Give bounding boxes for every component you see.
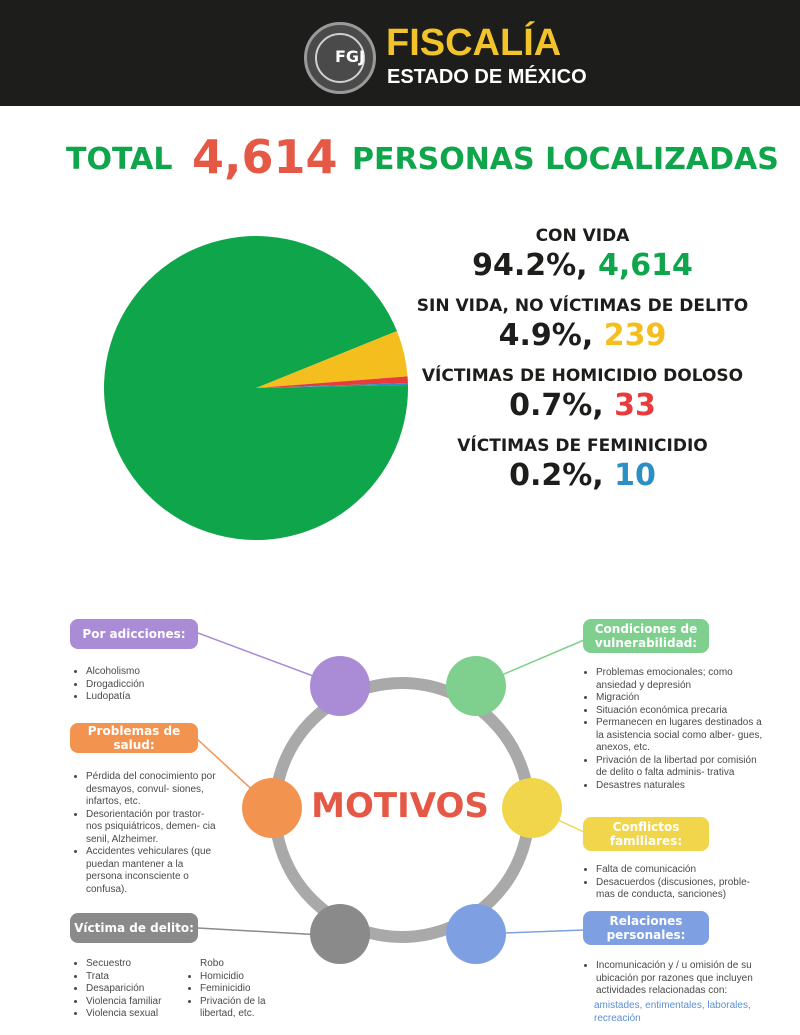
node-vulnerabilidad — [446, 656, 506, 716]
list-delito-col2 — [186, 958, 290, 1021]
list-item: • Pérdida del conocimiento por desmayos, convul- siones, infartos, etc. — [86, 771, 218, 809]
pie-legend — [415, 225, 750, 505]
list-item: • Feminicidio — [200, 983, 290, 996]
node-relaciones — [446, 904, 506, 964]
pill-delito: Víctima de delito: — [70, 913, 198, 943]
list-item: • Incomunicación y / u omisión de su ubicación por razones que incluyen actividades relacionadas con: — [596, 960, 768, 998]
pie-slice-con-vida — [104, 236, 408, 540]
pill-relaciones: Relaciones personales: — [583, 911, 709, 945]
list-vulnerabilidad — [582, 667, 766, 792]
legend-value-sin-vida — [415, 317, 750, 355]
list-item: • Drogadicción — [86, 679, 226, 692]
list-item: • Violencia sexual — [86, 1008, 196, 1021]
legend-value-feminicidio — [415, 457, 750, 495]
pill-conflictos: Conflictos familiares: — [583, 817, 709, 851]
legend-label-sin-vida: SIN VIDA, NO VÍCTIMAS DE DELITO — [416, 296, 749, 316]
pie-chart — [100, 232, 412, 544]
list-item: • Desorientación por trastor- nos psiquiátricos, demen- cia senil, Alzheimer. — [86, 809, 218, 847]
pill-vulnerabilidad: Condiciones de vulnerabilidad: — [583, 619, 709, 653]
seal-inner-ring — [315, 33, 365, 83]
legend-label-con-vida: CON VIDA — [535, 226, 630, 246]
legend-label-homicidio: VÍCTIMAS DE HOMICIDIO DOLOSO — [421, 366, 744, 386]
list-adicciones — [72, 666, 226, 704]
list-salud — [72, 771, 218, 896]
total-label: PERSONAS LOCALIZADAS — [352, 142, 779, 177]
legend-count-feminicidio: 10 — [614, 458, 656, 493]
brand-name: FISCALÍA — [386, 22, 562, 64]
legend-count-con-vida: 4,614 — [598, 248, 693, 283]
list-item: • Desastres naturales — [596, 780, 766, 793]
legend-percent-homicidio: 0.7%, — [509, 388, 604, 423]
legend-percent-feminicidio: 0.2%, — [509, 458, 604, 493]
list-relaciones — [582, 960, 768, 998]
relaciones-highlight: amistades, entimentales, laborales, recreación — [594, 1000, 751, 1024]
motivos-title: MOTIVOS — [311, 786, 489, 826]
legend-value-con-vida — [415, 247, 750, 285]
total-prefix: TOTAL — [66, 142, 173, 177]
header-bar — [0, 0, 800, 106]
list-item: • Migración — [596, 692, 766, 705]
logo-text: FGJ — [334, 47, 365, 66]
list-item: • Desacuerdos (discusiones, proble- mas de conducta, sanciones) — [596, 877, 766, 902]
node-salud — [242, 778, 302, 838]
list-item: Robo — [200, 958, 224, 969]
node-adicciones — [310, 656, 370, 716]
list-item: • Violencia familiar — [86, 996, 196, 1009]
legend-count-homicidio: 33 — [614, 388, 656, 423]
list-item: • Desaparición — [86, 983, 196, 996]
node-conflictos — [502, 778, 562, 838]
list-item: • Secuestro — [86, 958, 196, 971]
total-headline — [0, 128, 800, 188]
list-item: • Permanecen en lugares destinados a la asistencia social como alber- gues, anexos, etc. — [596, 717, 766, 755]
list-item: • Situación económica precaria — [596, 705, 766, 718]
list-item: • Accidentes vehiculares (que puedan mantener a la persona inconsciente o confusa). — [86, 846, 218, 896]
legend-percent-sin-vida: 4.9%, — [498, 318, 594, 353]
total-number: 4,614 — [192, 130, 338, 184]
list-item: • Alcoholismo — [86, 666, 226, 679]
node-delito — [310, 904, 370, 964]
brand-subtitle: ESTADO DE MÉXICO — [387, 66, 587, 88]
legend-percent-con-vida: 94.2%, — [472, 248, 588, 283]
list-item: • Falta de comunicación — [596, 864, 766, 877]
pill-salud: Problemas de salud: — [70, 723, 198, 753]
pill-adicciones: Por adicciones: — [70, 619, 198, 649]
list-delito-col1 — [72, 958, 196, 1021]
list-item: • Ludopatía — [86, 691, 226, 704]
list-item: • Privación de la libertad, etc. — [200, 996, 290, 1021]
list-item: • Privación de la libertad por comisión de delito o falta adminis- trativa — [596, 755, 766, 780]
list-item: • Trata — [86, 971, 196, 984]
list-item: • Problemas emocionales; como ansiedad y depresión — [596, 667, 766, 692]
list-item: • Homicidio — [200, 971, 290, 984]
list-conflictos — [582, 864, 766, 902]
legend-value-homicidio — [415, 387, 750, 425]
fgj-seal-logo — [304, 22, 376, 94]
legend-count-sin-vida: 239 — [603, 318, 667, 353]
legend-label-feminicidio: VÍCTIMAS DE FEMINICIDIO — [457, 436, 708, 456]
